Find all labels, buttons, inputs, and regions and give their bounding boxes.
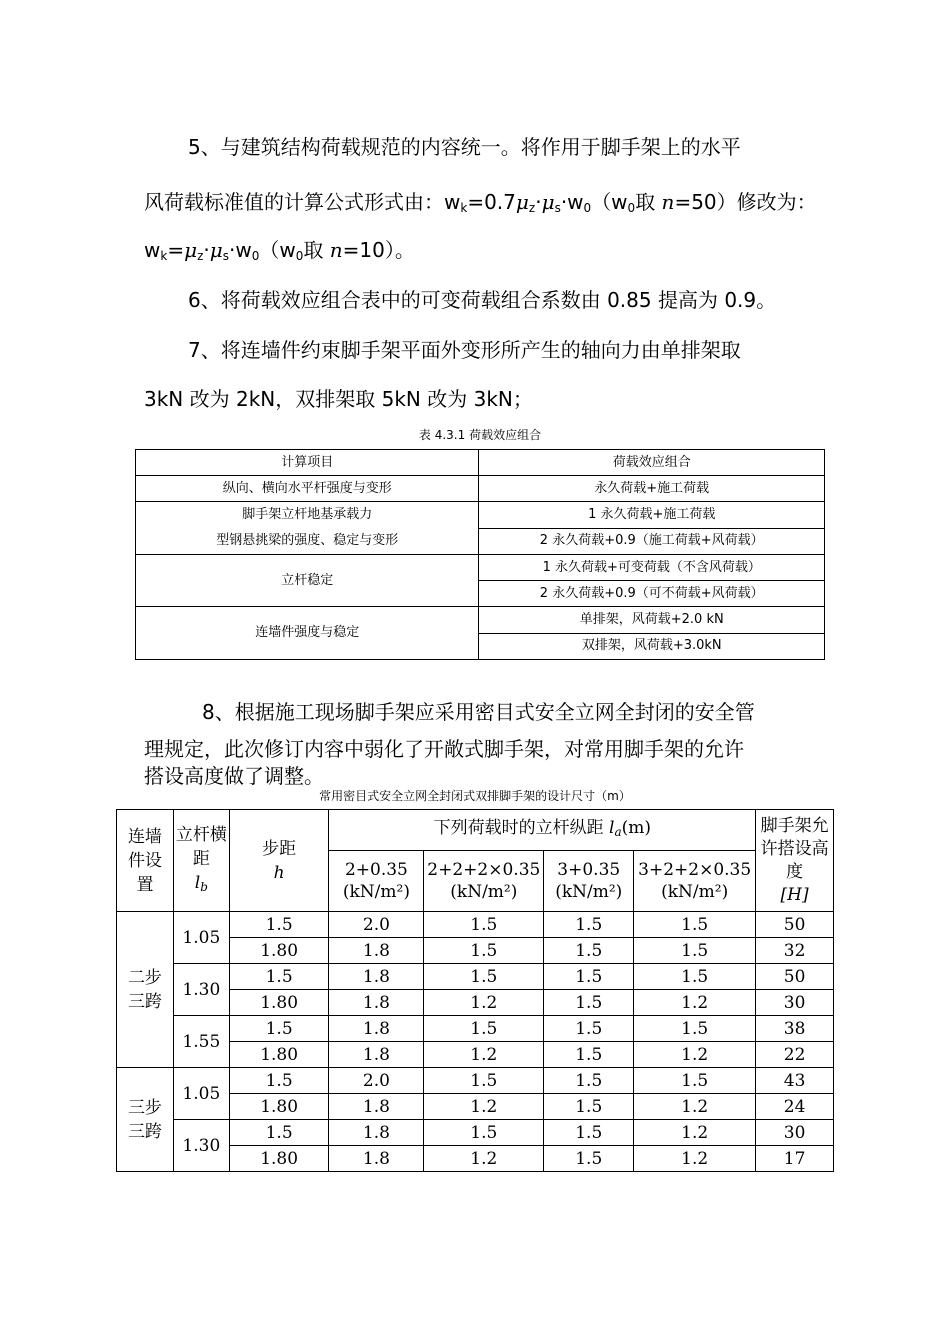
paragraph-5-line-2: 风荷载标准值的计算公式形式由：$w_k=0.7\mu_z\cdot\mu_s\cdot w_0(w_0$取 n=50）修改为： xyxy=(144,190,817,215)
row-combination: 1 永久荷载+可变荷载（不含风荷载） xyxy=(479,555,825,581)
table-cell: 1.5 xyxy=(544,1016,634,1042)
table-cell: 1.80 xyxy=(229,1042,329,1068)
table-cell: 1.80 xyxy=(229,1094,329,1120)
table-cell: 1.5 xyxy=(229,1120,329,1146)
row-item: 脚手架立杆地基承载力 型钢悬挑梁的强度、稳定与变形 xyxy=(136,502,479,555)
table-cell: 24 xyxy=(756,1094,834,1120)
row-combination: 2 永久荷载+0.9（施工荷载+风荷载） xyxy=(479,528,825,555)
table-cell: 1.5 xyxy=(544,964,634,990)
table-cell: 1.2 xyxy=(634,1120,756,1146)
table-2-caption: 常用密目式安全立网全封闭式双排脚手架的设计尺寸（m） xyxy=(319,789,631,803)
table-cell: 1.5 xyxy=(544,1094,634,1120)
table-cell: 1.5 xyxy=(229,964,329,990)
table-row xyxy=(117,1120,834,1146)
paragraph-6: 6、将荷载效应组合表中的可变荷载组合系数由 0.85 提高为 0.9。 xyxy=(188,288,777,312)
paragraph-7-line-2: 3kN 改为 2kN，双排架取 5kN 改为 3kN； xyxy=(144,387,533,411)
table-cell: 1.8 xyxy=(329,1120,424,1146)
header-item: 计算项目 xyxy=(136,450,479,476)
header-transverse-spacing: 立杆横距 $l_b$ xyxy=(173,810,229,912)
table-cell: 1.5 xyxy=(544,938,634,964)
table-cell: 1.2 xyxy=(634,1042,756,1068)
group-label: 二步三跨 xyxy=(117,912,174,1068)
table-cell: 1.80 xyxy=(229,990,329,1016)
table-cell: 1.8 xyxy=(329,990,424,1016)
transverse-spacing-cell: 1.05 xyxy=(173,912,229,964)
group-label: 三步三跨 xyxy=(117,1068,174,1172)
transverse-spacing-cell: 1.55 xyxy=(173,1016,229,1068)
table-cell: 1.5 xyxy=(229,1016,329,1042)
table-cell: 1.5 xyxy=(634,1068,756,1094)
table-cell: 1.8 xyxy=(329,938,424,964)
table-cell: 38 xyxy=(756,1016,834,1042)
header-load-col: 3+0.35 (kN/m²) xyxy=(544,851,634,912)
transverse-spacing-cell: 1.30 xyxy=(173,1120,229,1172)
table-header-row xyxy=(117,810,834,851)
table-cell: 50 xyxy=(756,964,834,990)
load-combination-table xyxy=(135,449,825,660)
paragraph-5-line-3: $w_k=\mu_z\cdot\mu_s\cdot w_0(w_0$取 n=10）。 xyxy=(144,238,415,263)
paragraph-8-line-1: 8、根据施工现场脚手架应采用密目式安全立网全封闭的安全管 xyxy=(202,700,755,724)
table-cell: 1.5 xyxy=(544,1068,634,1094)
header-combination: 荷载效应组合 xyxy=(479,450,825,476)
table-cell: 1.5 xyxy=(544,912,634,938)
table-cell: 1.5 xyxy=(424,938,544,964)
table-1-caption: 表 4.3.1 荷载效应组合 xyxy=(418,428,542,442)
table-cell: 1.5 xyxy=(634,1016,756,1042)
table-cell: 1.5 xyxy=(544,1042,634,1068)
table-cell: 1.5 xyxy=(424,1068,544,1094)
header-load-col: 2+2+2×0.35 (kN/m²) xyxy=(424,851,544,912)
header-load-col: 3+2+2×0.35 (kN/m²) xyxy=(634,851,756,912)
table-cell: 1.8 xyxy=(329,964,424,990)
table-cell: 1.2 xyxy=(634,1094,756,1120)
table-cell: 1.8 xyxy=(329,1094,424,1120)
table-row xyxy=(136,476,825,502)
table-cell: 2.0 xyxy=(329,1068,424,1094)
table-cell: 1.5 xyxy=(424,912,544,938)
table-cell: 1.5 xyxy=(634,938,756,964)
row-combination: 2 永久荷载+0.9（可不荷载+风荷载） xyxy=(479,581,825,607)
table-cell: 1.5 xyxy=(544,990,634,1016)
table-cell: 1.5 xyxy=(634,964,756,990)
table-cell: 1.8 xyxy=(329,1146,424,1172)
paragraph-7-line-1: 7、将连墙件约束脚手架平面外变形所产生的轴向力由单排架取 xyxy=(188,338,741,362)
scaffold-design-table xyxy=(116,809,834,1172)
row-item: 立杆稳定 xyxy=(136,555,479,607)
table-cell: 1.5 xyxy=(229,1068,329,1094)
table-cell: 1.8 xyxy=(329,1016,424,1042)
table-row xyxy=(136,555,825,581)
header-step: 步距 h xyxy=(229,810,329,912)
table-cell: 50 xyxy=(756,912,834,938)
header-wall-tie: 连墙件设置 xyxy=(117,810,174,912)
table-cell: 1.5 xyxy=(229,912,329,938)
table-cell: 1.80 xyxy=(229,938,329,964)
table-cell: 1.5 xyxy=(424,1016,544,1042)
table-row xyxy=(117,1068,834,1094)
table-cell: 1.5 xyxy=(544,1146,634,1172)
row-item: 连墙件强度与稳定 xyxy=(136,607,479,660)
paragraph-8-line-3: 搭设高度做了调整。 xyxy=(144,764,324,788)
table-cell: 1.80 xyxy=(229,1146,329,1172)
table-cell: 32 xyxy=(756,938,834,964)
table-cell: 1.5 xyxy=(634,912,756,938)
table-row xyxy=(136,502,825,529)
row-combination: 双排架，风荷载+3.0kN xyxy=(479,633,825,660)
table-cell: 1.2 xyxy=(634,990,756,1016)
table-cell: 1.2 xyxy=(634,1146,756,1172)
header-longitudinal-spacing: 下列荷载时的立杆纵距 $l_a(m)$ xyxy=(329,810,756,851)
table-cell: 1.5 xyxy=(424,964,544,990)
paragraph-5-line-1: 5、与建筑结构荷载规范的内容统一。将作用于脚手架上的水平 xyxy=(188,135,741,159)
transverse-spacing-cell: 1.30 xyxy=(173,964,229,1016)
table-row xyxy=(136,607,825,634)
table-cell: 2.0 xyxy=(329,912,424,938)
row-combination: 永久荷载+施工荷载 xyxy=(479,476,825,502)
header-allowable-height: 脚手架允许搭设高度 [H] xyxy=(756,810,834,912)
table-cell: 30 xyxy=(756,1120,834,1146)
table-cell: 1.5 xyxy=(544,1120,634,1146)
table-cell: 17 xyxy=(756,1146,834,1172)
table-cell: 43 xyxy=(756,1068,834,1094)
table-cell: 1.2 xyxy=(424,990,544,1016)
table-cell: 30 xyxy=(756,990,834,1016)
row-combination: 1 永久荷载+施工荷载 xyxy=(479,502,825,529)
table-row xyxy=(117,912,834,938)
table-cell: 1.8 xyxy=(329,1042,424,1068)
table-cell: 1.2 xyxy=(424,1042,544,1068)
table-header-row xyxy=(136,450,825,476)
paragraph-8-line-2: 理规定，此次修订内容中弱化了开敞式脚手架，对常用脚手架的允许 xyxy=(144,737,744,761)
table-cell: 1.2 xyxy=(424,1146,544,1172)
table-row xyxy=(117,1016,834,1042)
transverse-spacing-cell: 1.05 xyxy=(173,1068,229,1120)
row-item: 纵向、横向水平杆强度与变形 xyxy=(136,476,479,502)
table-row xyxy=(117,964,834,990)
header-load-col: 2+0.35 (kN/m²) xyxy=(329,851,424,912)
table-cell: 1.5 xyxy=(424,1120,544,1146)
row-combination: 单排架，风荷载+2.0 kN xyxy=(479,607,825,634)
table-cell: 22 xyxy=(756,1042,834,1068)
table-cell: 1.2 xyxy=(424,1094,544,1120)
